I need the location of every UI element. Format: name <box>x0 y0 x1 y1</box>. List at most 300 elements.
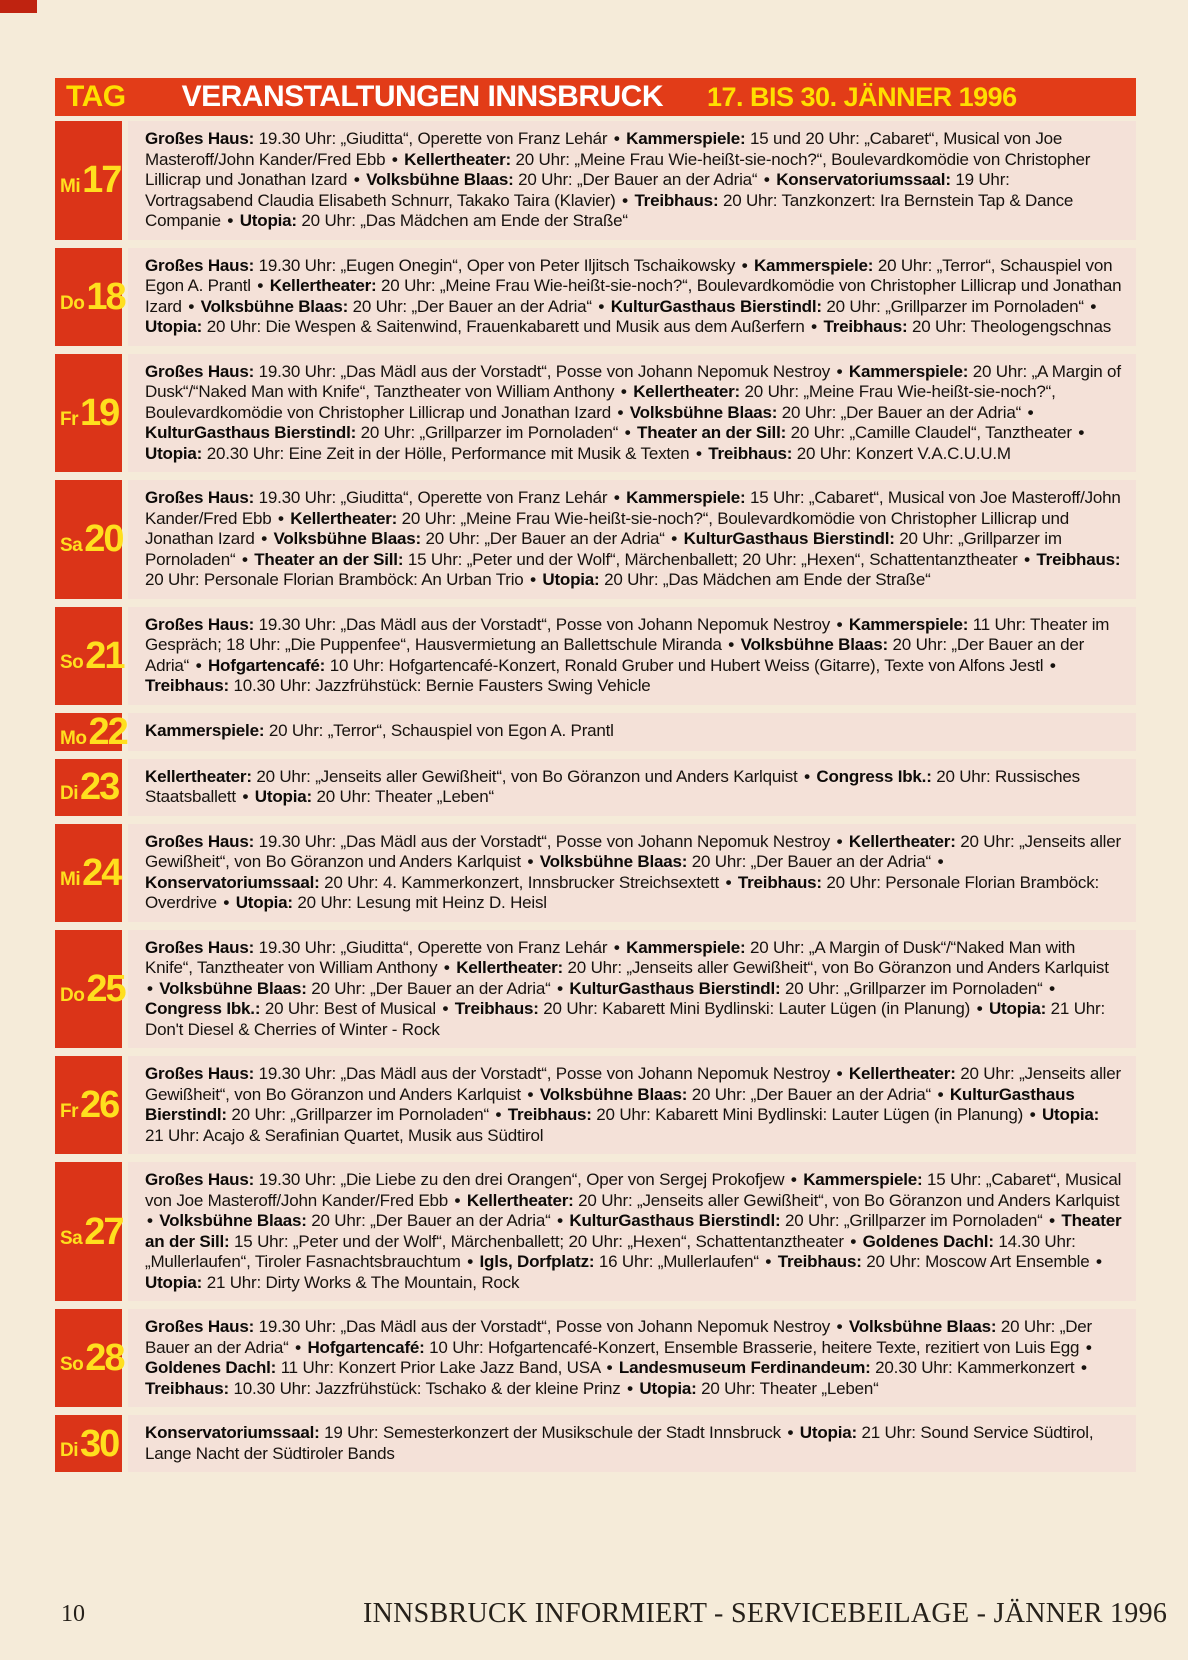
day-row <box>55 710 1136 753</box>
venue-name: Theater an der Sill: <box>145 1211 1122 1251</box>
bullet-separator: • <box>804 766 810 786</box>
bullet-separator: • <box>257 276 264 295</box>
bullet-separator: • <box>836 831 843 851</box>
venue-name: Großes Haus: <box>145 361 255 381</box>
event-detail: 10.30 Uhr: Jazzfrühstück: Bernie Fausters Swing Vehicle <box>233 676 651 695</box>
day-label-inner <box>60 1422 119 1465</box>
event-detail: 20 Uhr: „Grillparzer im Pornoladen“ <box>231 1105 489 1124</box>
bullet-separator: • <box>613 129 620 148</box>
day-number: 17 <box>82 159 121 202</box>
venue-name: Treibhaus: <box>777 1252 862 1271</box>
bullet-separator: • <box>976 999 983 1018</box>
venue-name: Utopia: <box>145 443 203 463</box>
day-row <box>55 248 1136 346</box>
day-row <box>55 607 1136 705</box>
date-range: 17. BIS 30. JÄNNER 1996 <box>707 81 1017 112</box>
footer-title: INNSBRUCK INFORMIERT - SERVICEBEILAGE - JÄNNER 1996 <box>363 1598 1168 1629</box>
venue-name: Kellertheater: <box>145 766 252 786</box>
bullet-separator: • <box>728 635 735 654</box>
event-detail: 20 Uhr: „Der Bauer an der Adria“ <box>311 1211 551 1230</box>
day-abbreviation: Fr <box>60 408 78 430</box>
venue-name: Großes Haus: <box>145 937 255 957</box>
event-detail: 19 Uhr: Vortragsabend Claudia Elisabeth Schnurr, Takako Taira (Klavier) <box>145 170 1010 210</box>
bullet-separator: • <box>622 190 628 210</box>
event-detail: 20 Uhr: „Grillparzer im Pornoladen“ <box>360 423 619 442</box>
event-detail: 20 Uhr: „A Margin of Dusk“/“Naked Man with Knife“, Tanztheater von William Anthony <box>145 361 1121 401</box>
bullet-separator: • <box>790 1170 797 1189</box>
page-number: 10 <box>61 1600 85 1627</box>
day-number: 30 <box>80 1422 119 1465</box>
bullet-separator: • <box>557 1211 563 1230</box>
day-row <box>55 1415 1136 1472</box>
venue-name: Utopia: <box>254 787 312 806</box>
event-list <box>128 121 1136 240</box>
event-detail: 20 Uhr: Lesung mit Heinz D. Heisl <box>297 893 547 912</box>
bullet-separator: • <box>937 852 944 871</box>
bullet-separator: • <box>620 382 627 401</box>
bullet-separator: • <box>613 488 620 507</box>
venue-name: KulturGasthaus Bierstindl: <box>145 423 357 442</box>
venue-name: Igls, Dorfplatz: <box>479 1252 595 1271</box>
day-number: 28 <box>85 1337 124 1379</box>
day-label-inner <box>60 275 125 318</box>
day-abbreviation: Sa <box>60 1227 83 1249</box>
event-detail: 20 Uhr: Personale Florian Bramböck: An Urban Trio <box>145 570 524 589</box>
venue-name: Kammerspiele: <box>848 614 969 634</box>
bullet-separator: • <box>725 872 732 892</box>
bullet-separator: • <box>223 893 230 912</box>
day-label <box>55 824 122 922</box>
venue-name: Kammerspiele: <box>848 361 969 381</box>
event-detail: 20 Uhr: „Grillparzer im Pornoladen“ <box>785 978 1043 998</box>
event-detail: 21 Uhr: Don't Diesel & Cherries of Winter - Rock <box>145 999 1106 1039</box>
day-row <box>55 354 1136 473</box>
bullet-separator: • <box>741 255 748 275</box>
day-label <box>55 1162 122 1301</box>
bullet-separator: • <box>1080 1358 1087 1377</box>
event-detail: 19.30 Uhr: „Das Mädl aus der Vorstadt“, Posse von Johann Nepomuk Nestroy <box>258 361 831 381</box>
bullet-separator: • <box>1029 1105 1036 1124</box>
event-detail: 20 Uhr: „Jenseits aller Gewißheit“, von Bo Göranzon und Anders Karlquist <box>256 766 798 786</box>
venue-name: Theater an der Sill: <box>254 549 404 569</box>
venue-name: Volksbühne Blaas: <box>539 852 688 871</box>
bullet-separator: • <box>836 1317 843 1336</box>
event-detail: 20 Uhr: „Jenseits aller Gewißheit“, von Bo Göranzon und Anders Karlquist <box>145 831 1121 871</box>
event-detail: 20 Uhr: „Camille Claudel“, Tanztheater <box>790 423 1072 442</box>
day-row <box>55 480 1136 599</box>
venue-name: Kellertheater: <box>290 508 398 528</box>
event-detail: 20 Uhr: Personale Florian Bramböck: Overdrive <box>145 872 1100 912</box>
day-number: 23 <box>80 766 119 808</box>
bullet-separator: • <box>353 170 360 189</box>
event-detail: 21 Uhr: Sound Service Südtirol, Lange Nacht der Südtiroler Bands <box>145 1423 1094 1463</box>
venue-name: Volksbühne Blaas: <box>629 402 778 422</box>
day-row <box>55 1309 1136 1407</box>
event-detail: 20 Uhr: „Meine Frau Wie-heißt-sie-noch?“, Boulevardkomödie von Christopher Lillicrap und Jonathan Izard <box>145 508 1070 548</box>
event-detail: 20 Uhr: „Meine Frau Wie-heißt-sie-noch?“, Boulevardkomödie von Christopher Lillicrap und Jonathan Izard <box>145 382 1056 422</box>
event-list <box>128 607 1136 705</box>
venue-name: Treibhaus: <box>1036 549 1121 569</box>
venue-name: Kammerspiele: <box>145 720 265 740</box>
event-detail: 20 Uhr: Konzert V.A.C.U.U.M <box>796 443 1011 463</box>
bullet-separator: • <box>613 937 620 957</box>
bullet-separator: • <box>495 1105 502 1124</box>
event-detail: 20 Uhr: „Grillparzer im Pornoladen“ <box>826 296 1084 316</box>
venue-name: Theater an der Sill: <box>637 423 787 442</box>
event-list <box>128 1415 1136 1472</box>
bullet-separator: • <box>195 655 202 675</box>
bullet-separator: • <box>1027 402 1034 422</box>
venue-name: Großes Haus: <box>145 1317 255 1336</box>
venue-name: Volksbühne Blaas: <box>539 1084 688 1104</box>
bullet-separator: • <box>442 999 449 1018</box>
day-label-inner <box>60 967 125 1010</box>
day-row <box>55 759 1136 816</box>
venue-name: Kellertheater: <box>633 382 740 401</box>
day-number: 22 <box>88 710 127 753</box>
day-label <box>55 759 122 816</box>
day-label-inner <box>60 1339 124 1377</box>
event-detail: 20 Uhr: „Der Bauer an der Adria“ <box>691 852 932 871</box>
day-number: 24 <box>82 851 121 894</box>
venue-name: Congress Ibk.: <box>145 999 261 1018</box>
venue-name: Congress Ibk.: <box>816 766 932 786</box>
bullet-separator: • <box>1090 296 1097 316</box>
event-detail: 10.30 Uhr: Jazzfrühstück: Tschako & der kleine Prinz <box>233 1378 621 1398</box>
bullet-separator: • <box>624 423 631 442</box>
day-label-inner <box>60 518 123 561</box>
event-detail: 20 Uhr: „Der Bauer an der Adria“ <box>145 635 1085 675</box>
event-detail: 19.30 Uhr: „Giuditta“, Operette von Franz Lehár <box>258 937 608 957</box>
event-detail: 20 Uhr: „Der Bauer an der Adria“ <box>352 296 592 316</box>
bullet-separator: • <box>557 978 563 998</box>
venue-name: Großes Haus: <box>145 129 255 148</box>
venue-name: KulturGasthaus Bierstindl: <box>569 1211 781 1230</box>
event-detail: 19.30 Uhr: „Die Liebe zu den drei Orangen“, Oper von Sergej Prokofjew <box>258 1170 785 1189</box>
venue-name: Treibhaus: <box>145 1378 229 1398</box>
venue-name: Hofgartencafé: <box>207 655 326 675</box>
header-bar <box>55 78 1136 116</box>
day-abbreviation: Di <box>60 1439 78 1461</box>
bullet-separator: • <box>261 529 267 548</box>
venue-name: Utopia: <box>542 570 600 589</box>
event-detail: 19.30 Uhr: „Das Mädl aus der Vorstadt“, Posse von Johann Nepomuk Nestroy <box>258 1317 831 1336</box>
event-detail: 16 Uhr: „Mullerlaufen“ <box>598 1252 759 1271</box>
venue-name: Hofgartencafé: <box>307 1337 425 1357</box>
day-label-inner <box>60 851 121 894</box>
venue-name: Treibhaus: <box>454 999 539 1018</box>
venue-name: Großes Haus: <box>145 614 255 634</box>
event-detail: 20 Uhr: „Grillparzer im Pornoladen“ <box>785 1211 1043 1230</box>
event-detail: 20 Uhr: „Der Bauer an der Adria“ <box>781 402 1022 422</box>
venue-name: Utopia: <box>639 1378 697 1398</box>
day-label <box>55 1056 122 1154</box>
venue-name: Kellertheater: <box>269 276 377 295</box>
bullet-separator: • <box>527 852 534 871</box>
day-abbreviation: Do <box>60 984 85 1006</box>
event-detail: 20 Uhr: Kabarett Mini Bydlinski: Lauter Lügen (in Planung) <box>543 999 971 1018</box>
bullet-separator: • <box>241 549 248 569</box>
event-detail: 21 Uhr: Dirty Works & The Mountain, Rock <box>206 1272 520 1292</box>
bullet-separator: • <box>295 1337 301 1357</box>
event-list <box>128 480 1136 599</box>
header-day-column-label: TAG <box>66 80 126 113</box>
bullet-separator: • <box>147 1211 153 1230</box>
bullet-separator: • <box>467 1252 473 1271</box>
venue-name: Treibhaus: <box>737 872 822 892</box>
day-label <box>55 480 122 599</box>
event-detail: 11 Uhr: Theater im Gespräch; 18 Uhr: „Die Puppenfee“, Hausvermietung an Ballettschule Miranda <box>145 614 1110 654</box>
venue-name: Kammerspiele: <box>753 255 874 275</box>
venue-name: Treibhaus: <box>145 676 229 695</box>
bullet-separator: • <box>454 1190 461 1210</box>
day-abbreviation: Sa <box>60 535 83 557</box>
event-detail: 11 Uhr: Konzert Prior Lake Jazz Band, USA <box>280 1358 601 1377</box>
day-row <box>55 121 1136 240</box>
venue-name: Konservatoriumssaal: <box>145 872 320 892</box>
event-detail: 20 Uhr: „Der Bauer an der Adria“ <box>311 978 551 998</box>
day-row <box>55 930 1136 1049</box>
day-label-inner <box>60 710 127 753</box>
event-detail: 20 Uhr: „Der Bauer an der Adria“ <box>691 1084 932 1104</box>
bullet-separator: • <box>391 149 398 169</box>
event-detail: 20 Uhr: „Jenseits aller Gewißheit“, von Bo Göranzon und Anders Karlquist <box>567 958 1109 977</box>
bullet-separator: • <box>527 1084 534 1104</box>
venue-name: Utopia: <box>145 317 203 336</box>
bullet-separator: • <box>606 1358 613 1377</box>
bullet-separator: • <box>937 1084 944 1104</box>
venue-name: Volksbühne Blaas: <box>159 1211 307 1230</box>
bullet-separator: • <box>1049 655 1056 675</box>
venue-name: Volksbühne Blaas: <box>366 170 514 189</box>
venue-name: KulturGasthaus Bierstindl: <box>683 529 895 548</box>
event-detail: 20 Uhr: „Jenseits aller Gewißheit“, von Bo Göranzon und Anders Karlquist <box>578 1190 1120 1210</box>
event-detail: 19.30 Uhr: „Das Mädl aus der Vorstadt“, Posse von Johann Nepomuk Nestroy <box>258 614 831 634</box>
venue-name: Utopia: <box>799 1423 857 1442</box>
event-detail: 15 Uhr: „Cabaret“, Musical von Joe Masteroff/John Kander/Fred Ebb <box>145 1170 1122 1210</box>
day-abbreviation: Mi <box>60 176 81 198</box>
event-detail: 20 Uhr: Russisches Staatsballett <box>145 766 1080 806</box>
day-abbreviation: Di <box>60 783 78 804</box>
bullet-separator: • <box>598 296 605 316</box>
venue-name: Großes Haus: <box>145 1170 255 1189</box>
day-label <box>55 1415 122 1472</box>
event-detail: 20 Uhr: Theater „Leben“ <box>316 787 494 806</box>
bullet-separator: • <box>443 958 450 977</box>
bullet-separator: • <box>763 170 770 189</box>
day-label <box>55 930 125 1049</box>
venue-name: Volksbühne Blaas: <box>159 978 307 998</box>
footer <box>55 1586 1168 1642</box>
event-detail: 19.30 Uhr: „Das Mädl aus der Vorstadt“, Posse von Johann Nepomuk Nestroy <box>258 1064 831 1083</box>
event-detail: 20 Uhr: „Meine Frau Wie-heißt-sie-noch?“, Boulevardkomödie von Christopher Lillicrap und Jonathan Izard <box>145 276 1122 316</box>
event-list <box>128 759 1136 816</box>
day-label-inner <box>60 634 124 677</box>
bullet-separator: • <box>1096 1252 1102 1271</box>
day-label-inner <box>60 159 121 202</box>
venue-name: Treibhaus: <box>708 443 793 463</box>
day-number: 21 <box>85 634 124 677</box>
event-detail: 20 Uhr: Moscow Art Ensemble <box>866 1252 1090 1271</box>
event-detail: 20 Uhr: Kabarett Mini Bydlinski: Lauter Lügen (in Planung) <box>596 1105 1024 1124</box>
bullet-separator: • <box>787 1423 794 1442</box>
day-abbreviation: Mi <box>60 868 81 890</box>
venue-name: Landesmuseum Ferdinandeum: <box>618 1358 871 1377</box>
event-detail: 21 Uhr: Acajo & Serafinian Quartet, Musik aus Südtirol <box>145 1125 544 1145</box>
venue-name: Utopia: <box>235 893 293 912</box>
day-label-inner <box>60 391 119 434</box>
day-label <box>55 354 122 473</box>
venue-name: Treibhaus: <box>634 190 719 210</box>
day-number: 27 <box>84 1210 123 1253</box>
event-detail: 15 Uhr: „Peter und der Wolf“, Märchenballett; 20 Uhr: „Hexen“, Schattentanztheater <box>407 549 1018 569</box>
bullet-separator: • <box>836 1064 843 1083</box>
bullet-separator: • <box>530 570 536 589</box>
bullet-separator: • <box>1049 1211 1055 1230</box>
venue-name: Treibhaus: <box>507 1105 592 1124</box>
event-detail: 20 Uhr: „Das Mädchen am Ende der Straße“ <box>604 570 931 589</box>
event-list <box>128 1056 1136 1154</box>
event-detail: 20 Uhr: „Grillparzer im Pornoladen“ <box>145 529 1062 569</box>
day-abbreviation: Do <box>60 292 85 314</box>
event-detail: 20 Uhr: „Der Bauer an der Adria“ <box>518 170 758 189</box>
venue-name: Großes Haus: <box>145 1064 255 1083</box>
bullet-separator: • <box>147 978 153 998</box>
day-label <box>55 710 127 753</box>
bullet-separator: • <box>242 787 249 806</box>
venue-name: KulturGasthaus Bierstindl: <box>569 978 781 998</box>
bullet-separator: • <box>617 402 624 422</box>
venue-name: Kammerspiele: <box>803 1170 923 1189</box>
corner-print-mark <box>0 0 37 13</box>
day-label <box>55 1309 122 1407</box>
event-detail: 20 Uhr: „Terror“, Schauspiel von Egon A. Prantl <box>145 255 1113 295</box>
event-detail: 20 Uhr: „Der Bauer an der Adria“ <box>145 1317 1092 1357</box>
event-detail: 20 Uhr: „Das Mädchen am Ende der Straße“ <box>301 211 628 230</box>
event-list <box>128 1162 1136 1301</box>
bullet-separator: • <box>188 296 195 316</box>
event-detail: 20 Uhr: 4. Kammerkonzert, Innsbrucker Streichsextett <box>324 872 720 892</box>
day-label-inner <box>60 1210 123 1253</box>
venue-name: Utopia: <box>1041 1105 1100 1124</box>
event-detail: 14.30 Uhr: „Mullerlaufen“, Tiroler Fasnachtsbrauchtum <box>145 1231 1076 1271</box>
venue-name: Volksbühne Blaas: <box>740 635 888 654</box>
day-abbreviation: So <box>60 1354 84 1375</box>
venue-name: Kellertheater: <box>456 958 563 977</box>
event-detail: 10 Uhr: Hofgartencafé-Konzert, Ronald Gruber und Hubert Weiss (Gitarre), Texte von Alfons Jestl <box>329 655 1044 675</box>
day-number: 19 <box>80 391 119 434</box>
event-detail: 20 Uhr: „Der Bauer an der Adria“ <box>425 529 665 548</box>
day-number: 20 <box>84 518 123 561</box>
page-title: VERANSTALTUNGEN INNSBRUCK <box>181 80 663 113</box>
bullet-separator: • <box>1049 978 1055 998</box>
event-detail: 20 Uhr: Best of Musical <box>264 999 436 1018</box>
venue-name: Kammerspiele: <box>626 488 746 507</box>
bullet-separator: • <box>850 1231 857 1251</box>
event-detail: 10 Uhr: Hofgartencafé-Konzert, Ensemble Brasserie, heitere Texte, rezitiert von Luis Egg <box>429 1337 1080 1357</box>
event-detail: 20 Uhr: Die Wespen & Saitenwind, Frauenkabarett und Musik aus dem Außerfern <box>206 317 805 336</box>
event-detail: 15 Uhr: „Peter und der Wolf“, Märchenballett; 20 Uhr: „Hexen“, Schattentanztheater <box>234 1231 844 1251</box>
day-row <box>55 1162 1136 1301</box>
event-detail: 15 und 20 Uhr: „Cabaret“, Musical von Joe Masteroff/John Kander/Fred Ebb <box>145 129 1063 169</box>
event-detail: 19.30 Uhr: „Giuditta“, Operette von Franz Lehár <box>258 129 608 148</box>
venue-name: Goldenes Dachl: <box>862 1231 994 1251</box>
event-detail: 19.30 Uhr: „Das Mädl aus der Vorstadt“, Posse von Johann Nepomuk Nestroy <box>258 831 831 851</box>
day-label-inner <box>60 1086 118 1124</box>
event-detail: 20 Uhr: „Terror“, Schauspiel von Egon A. Prantl <box>268 720 614 740</box>
event-detail: 20 Uhr: Tanzkonzert: Ira Bernstein Tap & Dance Companie <box>145 190 1074 230</box>
venue-name: Kellertheater: <box>848 1064 956 1083</box>
day-row <box>55 824 1136 922</box>
venue-name: KulturGasthaus Bierstindl: <box>145 1084 1075 1124</box>
day-number: 18 <box>86 275 125 318</box>
event-list <box>128 248 1136 346</box>
venue-name: Utopia: <box>145 1272 203 1292</box>
venue-name: Konservatoriumssaal: <box>776 170 951 189</box>
event-list <box>128 713 1136 751</box>
event-detail: 20 Uhr: Theater „Leben“ <box>701 1378 879 1398</box>
day-number: 26 <box>80 1084 119 1126</box>
bullet-separator: • <box>227 211 234 230</box>
bullet-separator: • <box>765 1252 772 1271</box>
event-detail: 20 Uhr: Theologengschnas <box>911 317 1111 336</box>
bullet-separator: • <box>278 508 284 528</box>
event-detail: 19.30 Uhr: „Giuditta“, Operette von Franz Lehár <box>258 488 608 507</box>
bullet-separator: • <box>1024 549 1030 569</box>
event-list <box>128 824 1136 922</box>
venue-name: Großes Haus: <box>145 255 255 275</box>
bullet-separator: • <box>1085 1337 1092 1357</box>
venue-name: Volksbühne Blaas: <box>200 296 349 316</box>
venue-name: Kammerspiele: <box>626 937 746 957</box>
event-rows <box>55 121 1136 1480</box>
event-detail: 20.30 Uhr: Kammerkonzert <box>875 1358 1075 1377</box>
day-abbreviation: Mo <box>60 727 87 749</box>
bullet-separator: • <box>695 443 702 463</box>
bullet-separator: • <box>836 614 843 634</box>
event-detail: 15 Uhr: „Cabaret“, Musical von Joe Masteroff/John Kander/Fred Ebb <box>145 488 1121 528</box>
venue-name: Großes Haus: <box>145 488 255 507</box>
day-label <box>55 121 122 240</box>
bullet-separator: • <box>811 317 817 336</box>
day-abbreviation: So <box>60 651 84 673</box>
day-label-inner <box>60 768 118 806</box>
venue-name: Kellertheater: <box>466 1190 574 1210</box>
venue-name: Konservatoriumssaal: <box>145 1423 320 1442</box>
venue-name: Utopia: <box>239 211 297 230</box>
venue-name: Kellertheater: <box>848 831 956 851</box>
venue-name: Utopia: <box>988 999 1047 1018</box>
day-label <box>55 248 125 346</box>
venue-name: Kellertheater: <box>404 149 511 169</box>
bullet-separator: • <box>836 361 843 381</box>
event-detail: 20.30 Uhr: Eine Zeit in der Hölle, Performance mit Musik & Texten <box>206 443 690 463</box>
day-row <box>55 1056 1136 1154</box>
venue-name: Kammerspiele: <box>626 129 746 148</box>
event-list <box>128 354 1136 473</box>
event-detail: 20 Uhr: „Meine Frau Wie-heißt-sie-noch?“, Boulevardkomödie von Christopher Lillicrap und Jonathan Izard <box>145 149 1091 189</box>
bullet-separator: • <box>671 529 678 548</box>
bullet-separator: • <box>627 1378 633 1398</box>
day-abbreviation: Fr <box>60 1101 78 1122</box>
venue-name: Volksbühne Blaas: <box>273 529 421 548</box>
event-detail: 20 Uhr: „Jenseits aller Gewißheit“, von Bo Göranzon und Anders Karlquist <box>145 1064 1121 1104</box>
event-list <box>128 930 1136 1049</box>
event-detail: 20 Uhr: „A Margin of Dusk“/“Naked Man with Knife“, Tanztheater von William Anthony <box>145 937 1076 977</box>
venue-name: Treibhaus: <box>823 317 908 336</box>
bullet-separator: • <box>1078 423 1085 442</box>
day-number: 25 <box>86 967 125 1010</box>
